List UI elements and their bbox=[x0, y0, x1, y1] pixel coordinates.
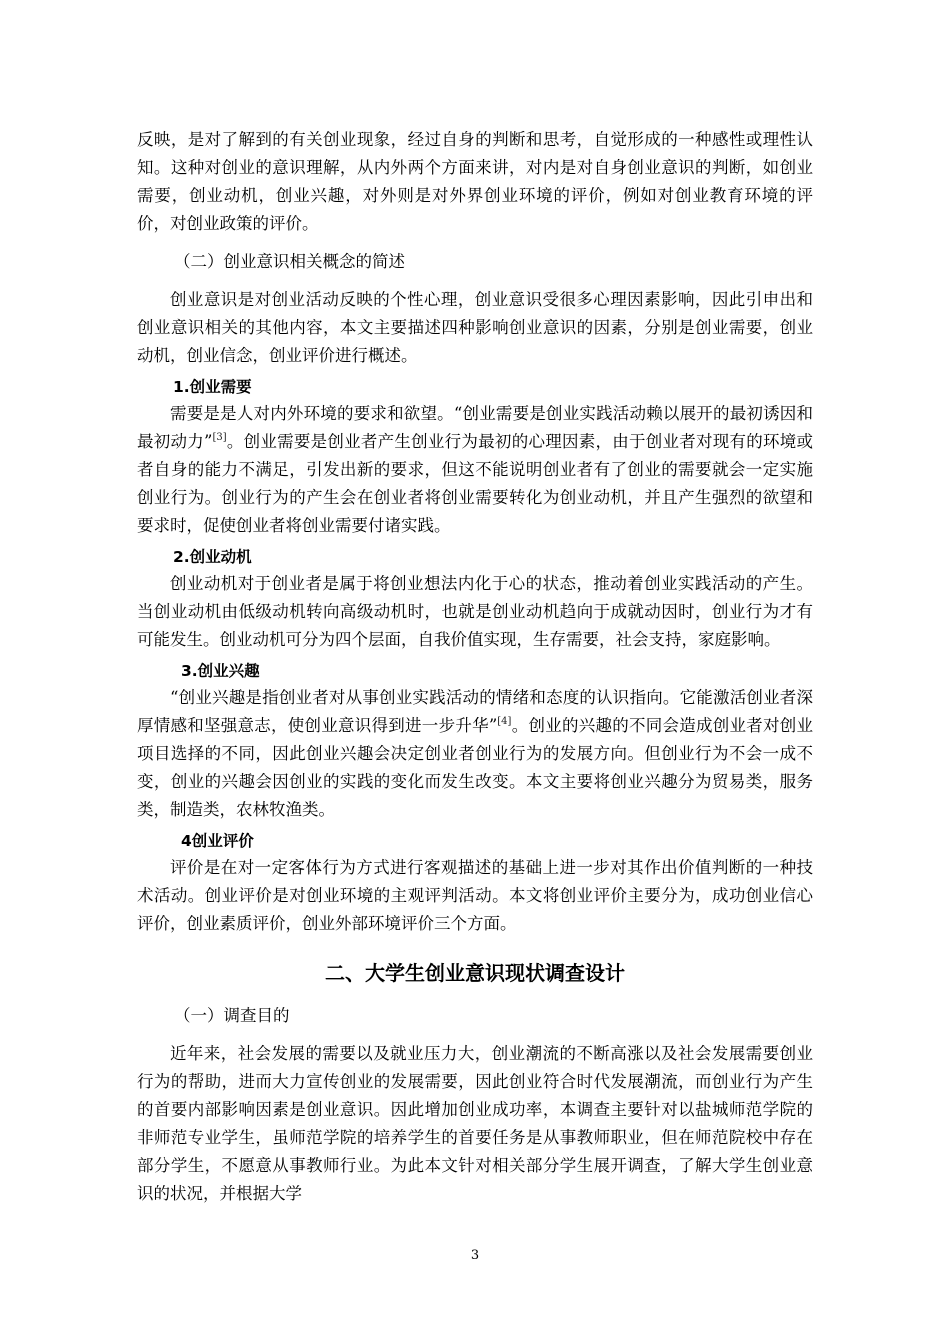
item-heading-motivation: 2.创业动机 bbox=[173, 548, 252, 566]
item-heading-interest: 3.创业兴趣 bbox=[181, 662, 260, 680]
interest-text-part1: “创业兴趣是指创业者对从事创业实践活动的情绪和态度的认识指向。它能激活创业者深厚情感和坚强意志，使创业意识得到进一步升华” bbox=[137, 688, 813, 735]
overview-paragraph: 创业意识是对创业活动反映的个性心理，创业意识受很多心理因素影响，因此引申出和创业意识相关的其他内容，本文主要描述四种影响创业意识的因素，分别是创业需要，创业动机，创业信念，创业评价进行概述。 bbox=[137, 290, 813, 365]
purpose-paragraph: 近年来，社会发展的需要以及就业压力大，创业潮流的不断高涨以及社会发展需要创业行为的帮助，进而大力宣传创业的发展需要，因此创业符合时代发展潮流，而创业行为产生的首要内部影响因素是创业意识。因此增加创业成功率，本调查主要针对以盐城师范学院的非师范专业学生，虽师范学院的培养学生的首要任务是从事教师职业，但在师范院校中存在部分学生，不愿意从事教师行业。为此本文针对相关部分学生展开调查，了解大学生创业意识的状况，并根据大学 bbox=[137, 1044, 813, 1203]
subsection-heading-concepts: （二）创业意识相关概念的简述 bbox=[174, 252, 405, 271]
page-content bbox=[137, 126, 813, 1208]
interest-text-part2: 。创业的兴趣的不同会造成创业者对创业项目选择的不同，因此创业兴趣会决定创业者创业行为的发展方向。但创业行为不会一成不变，创业的兴趣会因创业的实践的变化而发生改变。本文主要将创业兴趣分为贸易类，服务类，制造类，农林牧渔类。 bbox=[137, 716, 814, 819]
needs-paragraph bbox=[137, 400, 813, 540]
interest-paragraph bbox=[137, 684, 813, 824]
subsection-heading-purpose: （一）调查目的 bbox=[174, 1006, 290, 1025]
item-heading-evaluation: 4创业评价 bbox=[181, 832, 254, 850]
needs-text-part2: 。创业需要是创业者产生创业行为最初的心理因素，由于创业者对现有的环境或者自身的能力不满足，引发出新的要求，但这不能说明创业者有了创业的需要就会一定实施创业行为。创业行为的产生会在创业者将创业需要转化为创业动机，并且产生强烈的欲望和要求时，促使创业者将创业需要付诸实践。 bbox=[137, 432, 814, 535]
citation-3: [3] bbox=[212, 432, 227, 443]
motivation-paragraph: 创业动机对于创业者是属于将创业想法内化于心的状态，推动着创业实践活动的产生。当创业动机由低级动机转向高级动机时，也就是创业动机趋向于成就动因时，创业行为才有可能发生。创业动机可分为四个层面，自我价值实现，生存需要，社会支持，家庭影响。 bbox=[137, 574, 813, 649]
section-heading: 二、大学生创业意识现状调查设计 bbox=[325, 961, 625, 985]
evaluation-paragraph: 评价是在对一定客体行为方式进行客观描述的基础上进一步对其作出价值判断的一种技术活动。创业评价是对创业环境的主观评判活动。本文将创业评价主要分为，成功创业信心评价，创业素质评价，创业外部环境评价三个方面。 bbox=[137, 858, 813, 933]
citation-4: [4] bbox=[497, 716, 512, 727]
page-number: 3 bbox=[470, 1248, 480, 1263]
item-heading-needs: 1.创业需要 bbox=[173, 378, 252, 396]
needs-text-part1: 需要是是人对内外环境的要求和欲望。“创业需要是创业实践活动赖以展开的最初诱因和最初动力” bbox=[137, 404, 813, 451]
intro-paragraph: 反映，是对了解到的有关创业现象，经过自身的判断和思考，自觉形成的一种感性或理性认知。这种对创业的意识理解，从内外两个方面来讲，对内是对自身创业意识的判断，如创业需要，创业动机，创业兴趣，对外则是对外界创业环境的评价，例如对创业教育环境的评价，对创业政策的评价。 bbox=[137, 130, 813, 233]
